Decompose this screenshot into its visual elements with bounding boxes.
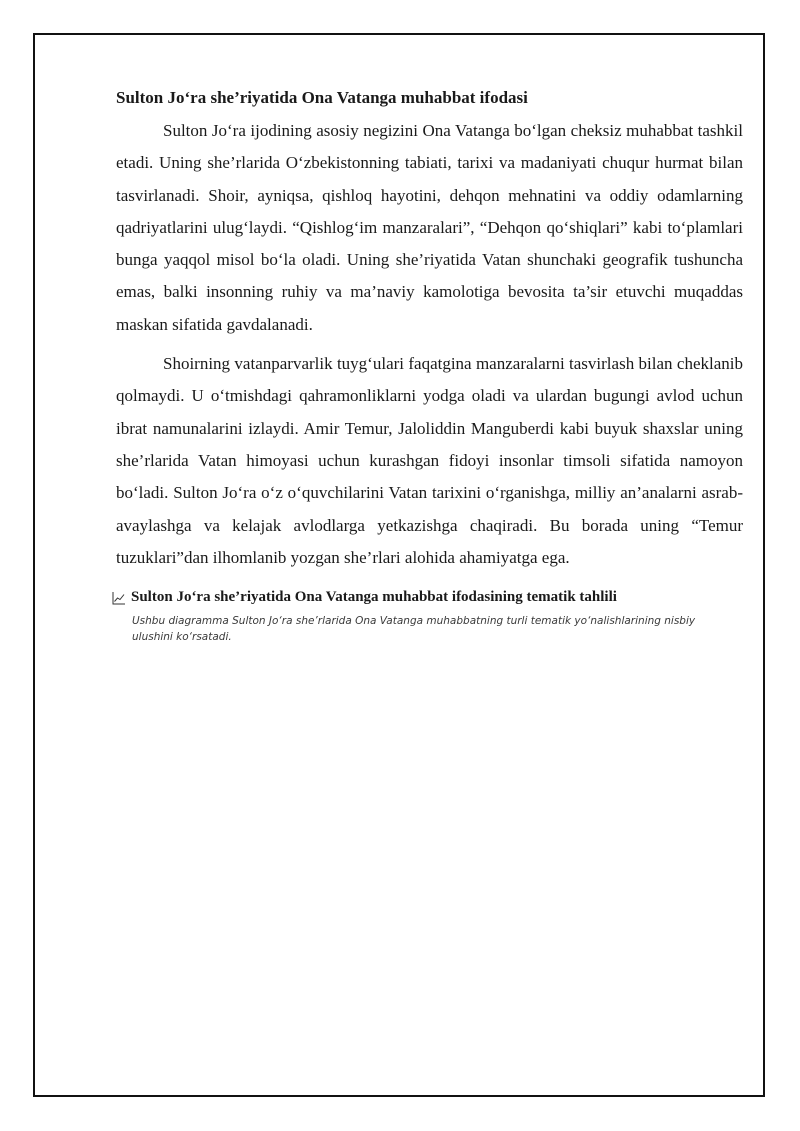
figure-caption: Ushbu diagramma Sulton Jo‘ra she’rlarida Ona Vatanga muhabbatning turli tematik yo‘nalishlarining nisbiy ulushini ko‘rsatadi. <box>132 615 696 644</box>
figure-block <box>112 587 743 645</box>
document-title: Sulton Jo‘ra she’riyatida Ona Vatanga muhabbat ifodasi <box>116 88 528 107</box>
figure-title: Sulton Jo‘ra she’riyatida Ona Vatanga muhabbat ifodasining tematik tahlili <box>131 589 617 606</box>
figure-heading <box>112 587 743 607</box>
paragraph-2: Shoirning vatanparvarlik tuyg‘ulari faqatgina manzaralarni tasvirlash bilan cheklanib qolmaydi. U o‘tmishdagi qahramonliklarni yodga oladi va ulardan bugungi avlod uchun ibrat namunalarini izlaydi. Amir Temur, Jaloliddin Manguberdi kabi buyuk shaxslar uning she’rlarida Vatan himoyasi uchun kurashgan fidoyi insonlar timsoli sifatida namoyon bo‘ladi. Sulton Jo‘ra o‘z o‘quvchilarini Vatan tarixini o‘rganishga, milliy an’analarni asrab-avaylashga va kelajak avlodlarga yetkazishga chaqiradi. Bu borada uning “Temur tuzuklari”dan ilhomlanib yozgan she’rlari alohida ahamiyatga ega. <box>116 354 743 567</box>
paragraph-1: Sulton Jo‘ra ijodining asosiy negizini Ona Vatanga bo‘lgan cheksiz muhabbat tashkil etadi. Uning she’rlarida O‘zbekistonning tabiati, tarixi va madaniyati chuqur hurmat bilan tasvirlanadi. Shoir, ayniqsa, qishloq hayotini, dehqon mehnatini va oddiy odamlarning qadriyatlarini ulug‘laydi. “Qishlog‘im manzaralari”, “Dehqon qo‘shiqlari” kabi to‘plamlari bunga yaqqol misol bo‘la oladi. Uning she’riyatida Vatan shunchaki geografik tushuncha emas, balki insonning ruhiy va ma’naviy kamolotiga bevosita ta’sir etuvchi muqaddas maskan sifatida gavdalanadi. <box>116 121 743 334</box>
chart-line-icon <box>112 591 126 605</box>
document-body <box>116 86 743 645</box>
